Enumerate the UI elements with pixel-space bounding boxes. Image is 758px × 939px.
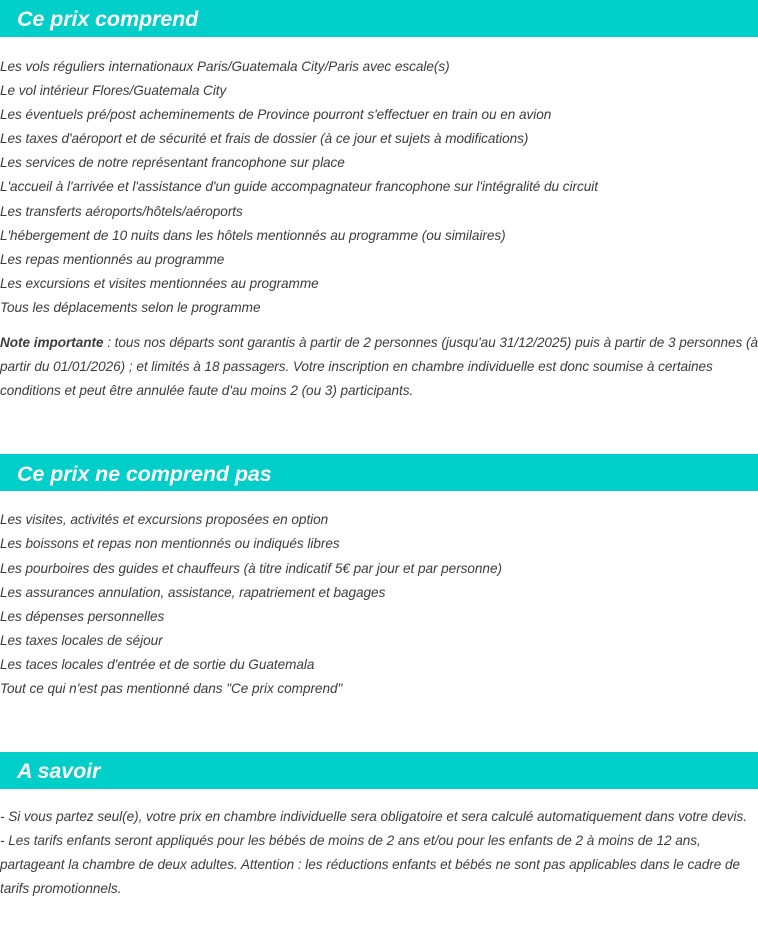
list-item: Les repas mentionnés au programme: [0, 251, 225, 267]
info-paragraph: - Les tarifs enfants seront appliqués pour les bébés de moins de 2 ans et/ou pour les enfants de 2 à moins de 12 ans, partageant la chambre de deux adultes. Attention : les réductions enfants et bébés ne sont pas applicables dans le cadre de tarifs promotionnels.: [0, 833, 740, 897]
list-item: Les excursions et visites mentionnées au programme: [0, 275, 319, 291]
list-item: Les taxes locales de séjour: [0, 632, 163, 648]
list-item: Les assurances annulation, assistance, rapatriement et bagages: [0, 584, 386, 600]
list-item: Le vol intérieur Flores/Guatemala City: [0, 83, 227, 99]
list-item: Tous les déplacements selon le programme: [0, 299, 261, 315]
section-title-not-included: Ce prix ne comprend pas: [17, 461, 272, 486]
section-title-included: Ce prix comprend: [17, 7, 199, 32]
list-item: Les taces locales d'entrée et de sortie du Guatemala: [0, 656, 315, 672]
list-item: Les services de notre représentant francophone sur place: [0, 155, 345, 171]
section-header-included: [0, 0, 758, 37]
section-title-good-to-know: A savoir: [17, 759, 101, 784]
list-item: Les boissons et repas non mentionnés ou indiqués libres: [0, 536, 340, 552]
included-item-list: [0, 55, 758, 320]
spacer: [0, 789, 758, 805]
list-item: Les vols réguliers internationaux Paris/Guatemala City/Paris avec escale(s): [0, 59, 450, 74]
important-note-text: : tous nos départs sont garantis à partir de 2 personnes (jusqu'au 31/12/2025) puis à partir de 3 personnes (à partir du 01/01/2026) ; et limités à 18 passagers. Votre inscription en chambre individuelle est donc soumise à certaines conditions et peut être annulée faute d'au moins 2 (ou 3) participants.: [0, 335, 758, 399]
list-item: Les transferts aéroports/hôtels/aéroports: [0, 203, 243, 219]
list-item: L'accueil à l'arrivée et l'assistance d'un guide accompagnateur francophone sur l'intégralité du circuit: [0, 179, 598, 195]
list-item: Tout ce qui n'est pas mentionné dans "Ce prix comprend": [0, 680, 343, 696]
spacer: [0, 320, 758, 331]
list-item: L'hébergement de 10 nuits dans les hôtels mentionnés au programme (ou similaires): [0, 227, 506, 243]
important-note: [0, 331, 758, 403]
spacer: [0, 701, 758, 752]
not-included-item-list: [0, 508, 758, 701]
section-body-not-included: [0, 508, 758, 701]
list-item: Les pourboires des guides et chauffeurs (à titre indicatif 5€ par jour et par personne): [0, 560, 502, 576]
spacer: [0, 403, 758, 454]
spacer: [0, 491, 758, 508]
section-body-included: [0, 55, 758, 403]
section-body-good-to-know: [0, 805, 758, 901]
section-header-good-to-know: [0, 752, 758, 789]
list-item: Les dépenses personnelles: [0, 608, 165, 624]
important-note-lead: Note importante: [0, 335, 104, 351]
spacer: [0, 37, 758, 55]
list-item: Les visites, activités et excursions proposées en option: [0, 512, 329, 528]
list-item: Les éventuels pré/post acheminements de Province pourront s'effectuer en train ou en avion: [0, 107, 552, 123]
info-paragraph: - Si vous partez seul(e), votre prix en chambre individuelle sera obligatoire et sera calculé automatiquement dans votre devis.: [0, 809, 747, 825]
list-item: Les taxes d'aéroport et de sécurité et frais de dossier (à ce jour et sujets à modifications): [0, 131, 529, 147]
section-header-not-included: [0, 454, 758, 491]
